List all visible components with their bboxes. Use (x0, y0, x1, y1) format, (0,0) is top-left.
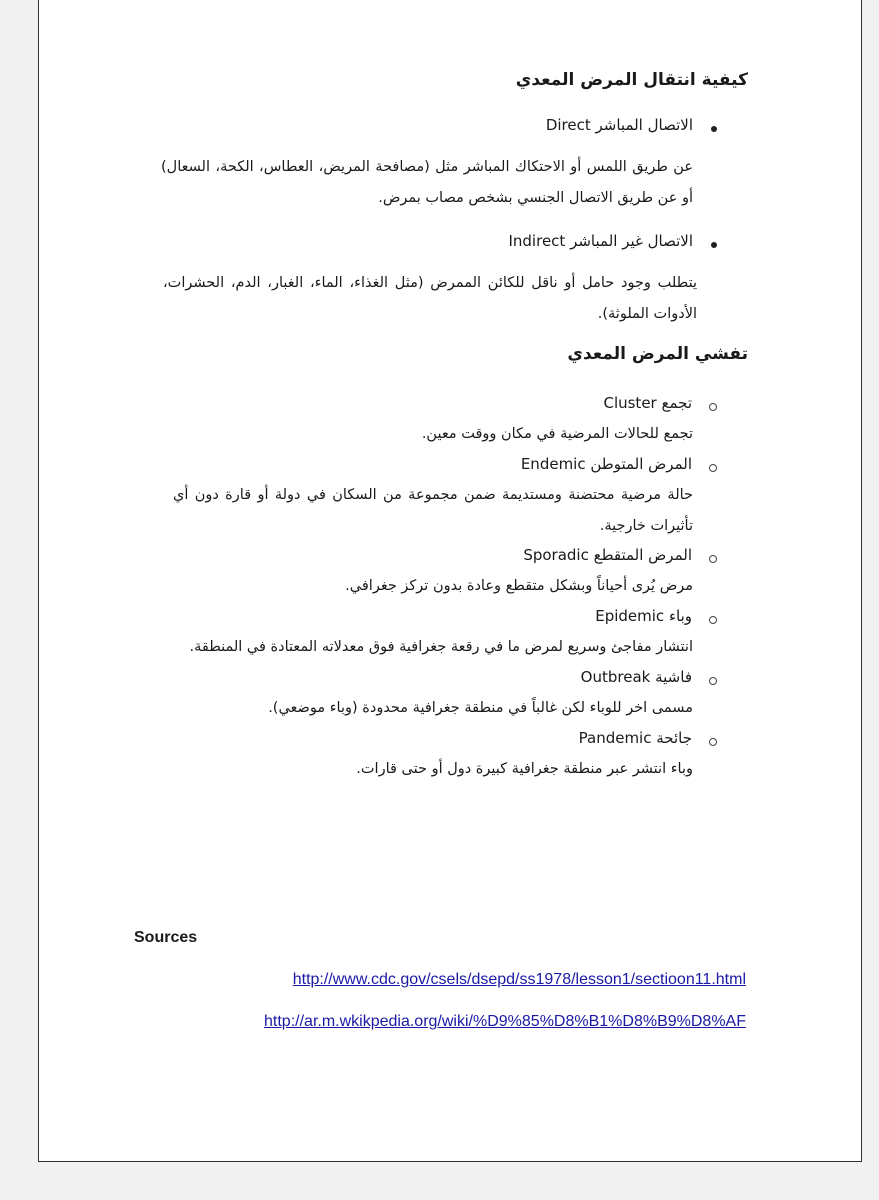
outbreak-item-title: وباء Epidemic (595, 607, 692, 625)
outbreak-item-title: فاشية Outbreak (580, 668, 692, 686)
bullet-dot-icon (711, 126, 717, 132)
hollow-bullet-icon (709, 464, 717, 472)
outbreak-item-description: مرض يُرى أحياناً وبشكل متقطع وعادة بدون تركز جغرافي. (345, 578, 693, 594)
hollow-bullet-icon (709, 677, 717, 685)
hollow-bullet-icon (709, 616, 717, 624)
outbreak-item-title: جائحة Pandemic (578, 729, 692, 747)
outbreak-item-description: حالة مرضية محتضنة ومستديمة ضمن مجموعة من السكان في دولة أو قارة دون أي تأثيرات خارجية. (173, 487, 693, 534)
source-link[interactable]: http://www.cdc.gov/csels/dsepd/ss1978/lesson1/sectioon11.html (292, 971, 746, 988)
outbreak-item-description: وباء انتشر عبر منطقة جغرافية كبيرة دول أو حتى قارات. (356, 761, 693, 777)
outbreak-item-title: المرض المتوطن Endemic (520, 455, 692, 473)
indirect-label: الاتصال غير المباشر Indirect (508, 232, 693, 250)
outbreak-heading: تفشي المرض المعدي (567, 344, 748, 364)
outbreak-item-title: المرض المتقطع Sporadic (523, 546, 692, 564)
sources-heading: Sources (134, 929, 198, 946)
hollow-bullet-icon (709, 403, 717, 411)
direct-label: الاتصال المباشر Direct (545, 116, 693, 134)
outbreak-item-description: مسمى اخر للوباء لكن غالباً في منطقة جغرافية محدودة (وباء موضعي). (268, 700, 693, 716)
hollow-bullet-icon (709, 738, 717, 746)
outbreak-item-title: تجمع Cluster (603, 394, 692, 412)
transmission-heading: كيفية انتقال المرض المعدي (515, 70, 748, 90)
outbreak-item-description: تجمع للحالات المرضية في مكان ووقت معين. (421, 426, 693, 442)
indirect-description: يتطلب وجود حامل أو ناقل للكائن الممرض (مثل الغذاء، الماء، الغبار، الدم، الحشرات، الأدوات الملوثة). (163, 275, 697, 322)
direct-description: عن طريق اللمس أو الاحتكاك المباشر مثل (مصافحة المريض، العطاس، الكحة، السعال) أو عن طريق الاتصال الجنسي بشخص مصاب بمرض. (161, 159, 693, 206)
hollow-bullet-icon (709, 555, 717, 563)
outbreak-item-description: انتشار مفاجئ وسريع لمرض ما في رقعة جغرافية فوق معدلاته المعتادة في المنطقة. (189, 639, 693, 655)
bullet-dot-icon (711, 242, 717, 248)
source-link[interactable]: http://ar.m.wkikpedia.org/wiki/%D9%85%D8%B1%D8%B9%D8%AF (264, 1013, 746, 1030)
